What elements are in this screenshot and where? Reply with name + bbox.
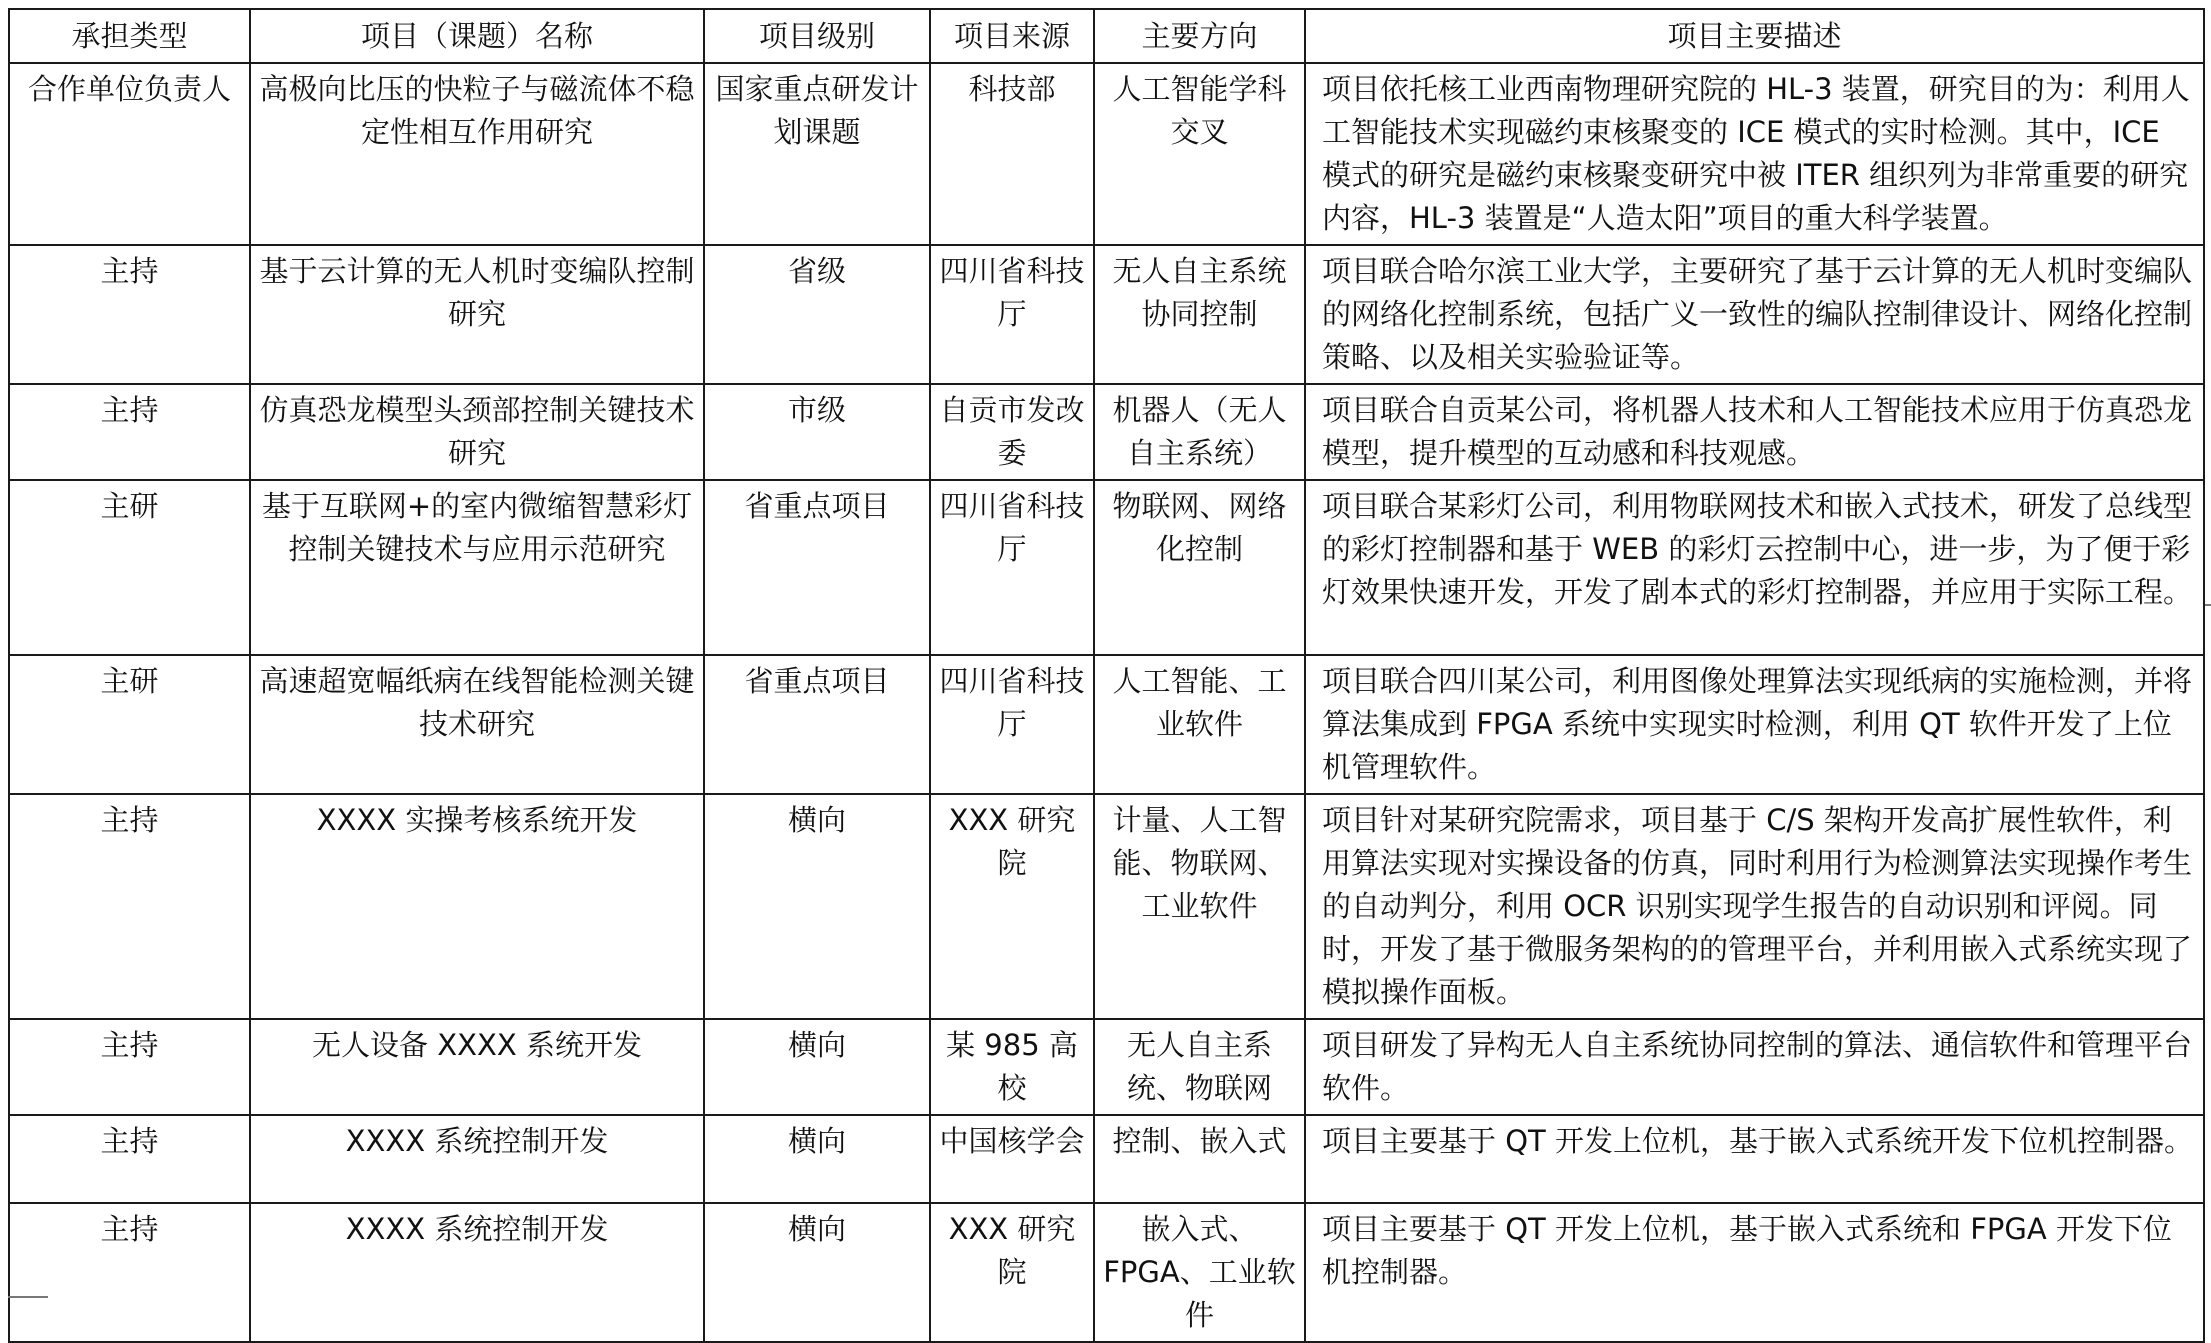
cell-project-name: XXXX 实操考核系统开发 xyxy=(250,794,704,1019)
cell-project-level: 横向 xyxy=(704,1115,930,1203)
cell-project-source: 科技部 xyxy=(930,63,1094,245)
cell-project-source: 自贡市发改委 xyxy=(930,384,1094,480)
cell-role: 合作单位负责人 xyxy=(9,63,250,245)
cell-description: 项目联合四川某公司，利用图像处理算法实现纸病的实施检测，并将算法集成到 FPGA 系统中实现实时检测，利用 QT 软件开发了上位机管理软件。 xyxy=(1305,655,2204,794)
cell-project-name: 仿真恐龙模型头颈部控制关键技术研究 xyxy=(250,384,704,480)
cell-main-direction: 人工智能学科交叉 xyxy=(1094,63,1305,245)
table-row xyxy=(9,1203,2204,1342)
cell-project-level: 省重点项目 xyxy=(704,480,930,655)
cell-role: 主持 xyxy=(9,1203,250,1342)
cell-project-source: 四川省科技厅 xyxy=(930,245,1094,384)
page-edge-mark xyxy=(2205,604,2211,606)
cell-project-name: XXXX 系统控制开发 xyxy=(250,1115,704,1203)
cell-project-level: 横向 xyxy=(704,1203,930,1342)
header-description: 项目主要描述 xyxy=(1305,9,2204,63)
header-role: 承担类型 xyxy=(9,9,250,63)
table-row xyxy=(9,480,2204,655)
header-main-direction: 主要方向 xyxy=(1094,9,1305,63)
cell-main-direction: 人工智能、工业软件 xyxy=(1094,655,1305,794)
cell-project-level: 横向 xyxy=(704,1019,930,1115)
cell-project-source: XXX 研究院 xyxy=(930,1203,1094,1342)
cell-description: 项目联合哈尔滨工业大学，主要研究了基于云计算的无人机时变编队的网络化控制系统，包括广义一致性的编队控制律设计、网络化控制策略、以及相关实验验证等。 xyxy=(1305,245,2204,384)
cell-role: 主研 xyxy=(9,655,250,794)
table-row xyxy=(9,384,2204,480)
cell-description: 项目联合自贡某公司，将机器人技术和人工智能技术应用于仿真恐龙模型，提升模型的互动感和科技观感。 xyxy=(1305,384,2204,480)
table-body xyxy=(9,63,2204,1342)
cell-role: 主持 xyxy=(9,794,250,1019)
cell-project-level: 省级 xyxy=(704,245,930,384)
cell-description: 项目依托核工业西南物理研究院的 HL-3 装置，研究目的为：利用人工智能技术实现磁约束核聚变的 ICE 模式的实时检测。其中，ICE 模式的研究是磁约束核聚变研究中被 ITER 组织列为非常重要的研究内容，HL-3 装置是“人造太阳”项目的重大科学装置。 xyxy=(1305,63,2204,245)
cell-project-level: 省重点项目 xyxy=(704,655,930,794)
header-row xyxy=(9,9,2204,63)
cell-project-level: 国家重点研发计划课题 xyxy=(704,63,930,245)
table-row xyxy=(9,794,2204,1019)
cell-main-direction: 嵌入式、FPGA、工业软件 xyxy=(1094,1203,1305,1342)
cell-project-name: XXXX 系统控制开发 xyxy=(250,1203,704,1342)
table-row xyxy=(9,63,2204,245)
header-project-name: 项目（课题）名称 xyxy=(250,9,704,63)
cell-role: 主持 xyxy=(9,1019,250,1115)
table-row xyxy=(9,1115,2204,1203)
cell-main-direction: 物联网、网络化控制 xyxy=(1094,480,1305,655)
cell-project-name: 基于云计算的无人机时变编队控制研究 xyxy=(250,245,704,384)
cell-project-source: 某 985 高校 xyxy=(930,1019,1094,1115)
table-row xyxy=(9,1019,2204,1115)
cell-main-direction: 计量、人工智能、物联网、工业软件 xyxy=(1094,794,1305,1019)
cell-description: 项目针对某研究院需求，项目基于 C/S 架构开发高扩展性软件，利用算法实现对实操设备的仿真，同时利用行为检测算法实现操作考生的自动判分，利用 OCR 识别实现学生报告的自动识别和评阅。同时，开发了基于微服务架构的的管理平台，并利用嵌入式系统实现了模拟操作面板。 xyxy=(1305,794,2204,1019)
cell-description: 项目研发了异构无人自主系统协同控制的算法、通信软件和管理平台软件。 xyxy=(1305,1019,2204,1115)
cell-role: 主持 xyxy=(9,245,250,384)
cell-project-name: 无人设备 XXXX 系统开发 xyxy=(250,1019,704,1115)
cell-role: 主持 xyxy=(9,384,250,480)
cell-project-level: 横向 xyxy=(704,794,930,1019)
cell-project-level: 市级 xyxy=(704,384,930,480)
header-project-source: 项目来源 xyxy=(930,9,1094,63)
cell-main-direction: 控制、嵌入式 xyxy=(1094,1115,1305,1203)
page-footer-mark xyxy=(8,1296,48,1298)
cell-project-source: 四川省科技厅 xyxy=(930,480,1094,655)
cell-main-direction: 机器人（无人自主系统） xyxy=(1094,384,1305,480)
cell-description: 项目主要基于 QT 开发上位机，基于嵌入式系统开发下位机控制器。 xyxy=(1305,1115,2204,1203)
cell-project-source: XXX 研究院 xyxy=(930,794,1094,1019)
cell-description: 项目联合某彩灯公司，利用物联网技术和嵌入式技术，研发了总线型的彩灯控制器和基于 WEB 的彩灯云控制中心，进一步，为了便于彩灯效果快速开发，开发了剧本式的彩灯控制器，并应用于实际工程。 xyxy=(1305,480,2204,655)
cell-project-name: 高速超宽幅纸病在线智能检测关键技术研究 xyxy=(250,655,704,794)
cell-role: 主持 xyxy=(9,1115,250,1203)
header-project-level: 项目级别 xyxy=(704,9,930,63)
cell-role: 主研 xyxy=(9,480,250,655)
project-table xyxy=(8,8,2205,1343)
cell-project-source: 四川省科技厅 xyxy=(930,655,1094,794)
cell-description: 项目主要基于 QT 开发上位机，基于嵌入式系统和 FPGA 开发下位机控制器。 xyxy=(1305,1203,2204,1342)
table-row xyxy=(9,655,2204,794)
cell-main-direction: 无人自主系统协同控制 xyxy=(1094,245,1305,384)
table-row xyxy=(9,245,2204,384)
cell-project-name: 基于互联网+的室内微缩智慧彩灯控制关键技术与应用示范研究 xyxy=(250,480,704,655)
table-header xyxy=(9,9,2204,63)
cell-main-direction: 无人自主系统、物联网 xyxy=(1094,1019,1305,1115)
cell-project-name: 高极向比压的快粒子与磁流体不稳定性相互作用研究 xyxy=(250,63,704,245)
cell-project-source: 中国核学会 xyxy=(930,1115,1094,1203)
